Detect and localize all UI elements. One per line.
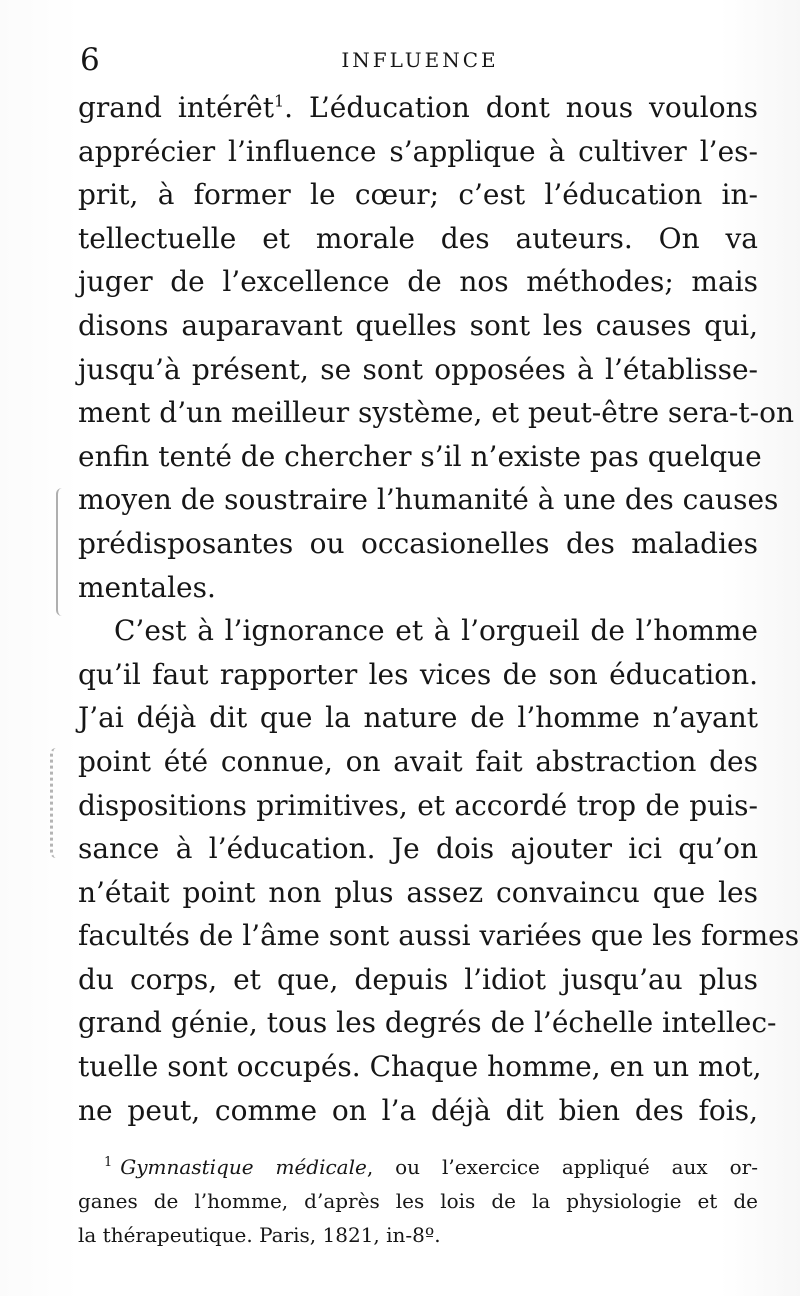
footnote-text: , ou l’exercice appliqué aux or-	[366, 1155, 758, 1179]
text-fragment: grand intérêt	[78, 91, 274, 124]
text-line: sance à l’éducation. Je dois ajouter ici qu’on	[78, 832, 758, 866]
text-fragment: . L’éducation dont nous voulons	[284, 91, 758, 124]
pencil-margin-mark	[56, 488, 62, 616]
text-line	[78, 86, 758, 130]
footnote-line: ganes de l’homme, d’après les lois de la physiologie et de	[78, 1189, 758, 1213]
text-line: prit, à former le cœur; c’est l’éducation in-	[78, 178, 758, 212]
footnote-title: Gymnastique médicale	[120, 1155, 367, 1179]
text-line: point été connue, on avait fait abstraction des	[78, 744, 758, 778]
page-header	[80, 40, 760, 80]
text-line: J’ai déjà dit que la nature de l’homme n’ayant	[78, 701, 758, 735]
text-line: n’était point non plus assez convaincu que les	[78, 875, 758, 909]
text-line: jusqu’à présent, se sont opposées à l’établisse-	[78, 352, 758, 386]
text-line: prédisposantes ou occasionelles des maladies	[78, 526, 758, 560]
text-line: moyen de soustraire l’humanité à une des causes	[78, 483, 779, 517]
text-line: tellectuelle et morale des auteurs. On va	[78, 221, 758, 255]
text-line: grand génie, tous les degrés de l’échelle intellec-	[78, 1006, 777, 1040]
text-line: du corps, et que, depuis l’idiot jusqu’au plus	[78, 962, 758, 996]
footnote-line	[78, 1150, 758, 1184]
text-line: apprécier l’influence s’applique à cultiver l’es-	[78, 134, 758, 168]
footnote	[78, 1150, 758, 1252]
text-line: juger de l’excellence de nos méthodes; mais	[78, 265, 758, 299]
footnote-line: la thérapeutique. Paris, 1821, in-8º.	[78, 1223, 441, 1247]
body-text	[78, 86, 800, 1132]
text-line: C’est à l’ignorance et à l’orgueil de l’homme	[114, 614, 758, 648]
text-line: mentales.	[78, 570, 216, 604]
page-number: 6	[80, 42, 100, 78]
text-line: disons auparavant quelles sont les causes qui,	[78, 308, 758, 342]
text-line: tuelle sont occupés. Chaque homme, en un mot,	[78, 1050, 762, 1084]
footnote-mark: 1	[104, 1155, 113, 1171]
text-line: facultés de l’âme sont aussi variées que les formes	[78, 919, 800, 953]
running-head: INFLUENCE	[341, 48, 499, 72]
footnote-reference[interactable]: 1	[273, 91, 285, 111]
text-line: dispositions primitives, et accordé trop de puis-	[78, 788, 758, 822]
text-line: qu’il faut rapporter les vices de son éducation.	[78, 657, 758, 691]
text-line: ne peut, comme on l’a déjà dit bien des fois,	[78, 1093, 758, 1127]
text-line: enfin tenté de chercher s’il n’existe pas quelque	[78, 439, 762, 473]
pencil-margin-mark	[50, 748, 57, 858]
text-line: ment d’un meilleur système, et peut-être sera-t-on	[78, 396, 794, 430]
